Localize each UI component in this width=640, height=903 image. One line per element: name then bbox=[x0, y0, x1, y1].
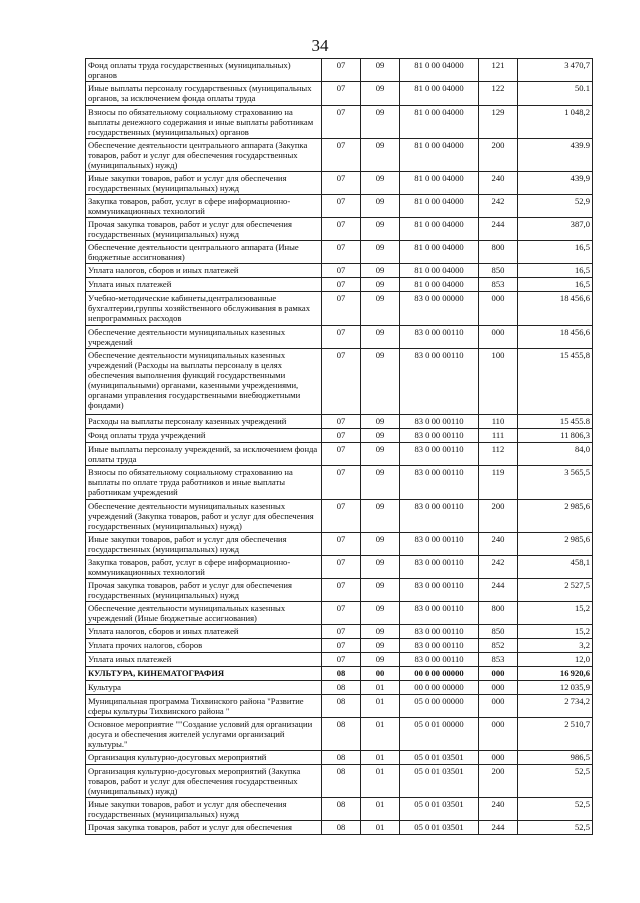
expense-type-cell: 100 bbox=[479, 349, 518, 415]
table-row bbox=[86, 695, 593, 718]
section-code-cell: 07 bbox=[322, 349, 361, 415]
expense-type-cell: 800 bbox=[479, 602, 518, 625]
target-article-cell: 83 0 00 00110 bbox=[400, 443, 479, 466]
section-code-cell: 07 bbox=[322, 625, 361, 639]
expense-type-cell: 800 bbox=[479, 241, 518, 264]
section-code-cell: 07 bbox=[322, 241, 361, 264]
subsection-code-cell: 01 bbox=[361, 718, 400, 751]
table-row bbox=[86, 349, 593, 415]
expense-type-cell: 244 bbox=[479, 579, 518, 602]
expense-type-cell: 000 bbox=[479, 667, 518, 681]
expense-type-cell: 244 bbox=[479, 218, 518, 241]
section-code-cell: 07 bbox=[322, 106, 361, 139]
table-row bbox=[86, 82, 593, 106]
row-name-cell: Уплата налогов, сборов и иных платежей bbox=[86, 264, 322, 278]
expense-type-cell: 853 bbox=[479, 653, 518, 667]
section-code-cell: 07 bbox=[322, 443, 361, 466]
amount-cell: 2 985,6 bbox=[518, 500, 593, 533]
section-code-cell: 08 bbox=[322, 798, 361, 821]
row-name-cell: Обеспечение деятельности муниципальных казенных учреждений (Расходы на выплаты персоналу в целях обеспечения выполнения функций государственными (муниципальными) органами, казенными учреждениями, органами управления государственными внебюджетными фондами) bbox=[86, 349, 322, 415]
table-row bbox=[86, 218, 593, 241]
table-row bbox=[86, 326, 593, 349]
table-row bbox=[86, 415, 593, 429]
subsection-code-cell: 01 bbox=[361, 751, 400, 765]
expense-type-cell: 000 bbox=[479, 326, 518, 349]
expense-type-cell: 111 bbox=[479, 429, 518, 443]
expense-type-cell: 129 bbox=[479, 106, 518, 139]
table-row bbox=[86, 667, 593, 681]
target-article-cell: 83 0 00 00110 bbox=[400, 415, 479, 429]
row-name-cell: Уплата иных платежей bbox=[86, 653, 322, 667]
subsection-code-cell: 09 bbox=[361, 172, 400, 195]
target-article-cell: 81 0 00 04000 bbox=[400, 278, 479, 292]
table-row bbox=[86, 264, 593, 278]
table-row bbox=[86, 798, 593, 821]
subsection-code-cell: 09 bbox=[361, 241, 400, 264]
amount-cell: 18 456,6 bbox=[518, 292, 593, 326]
section-code-cell: 07 bbox=[322, 195, 361, 218]
subsection-code-cell: 09 bbox=[361, 82, 400, 106]
amount-cell: 458,1 bbox=[518, 556, 593, 579]
expense-type-cell: 244 bbox=[479, 821, 518, 835]
subsection-code-cell: 09 bbox=[361, 579, 400, 602]
amount-cell: 15 455.8 bbox=[518, 415, 593, 429]
section-code-cell: 08 bbox=[322, 765, 361, 798]
subsection-code-cell: 09 bbox=[361, 466, 400, 500]
section-code-cell: 07 bbox=[322, 59, 361, 82]
budget-table bbox=[85, 58, 593, 835]
target-article-cell: 81 0 00 04000 bbox=[400, 264, 479, 278]
subsection-code-cell: 09 bbox=[361, 195, 400, 218]
section-code-cell: 08 bbox=[322, 667, 361, 681]
section-code-cell: 07 bbox=[322, 579, 361, 602]
target-article-cell: 05 0 00 00000 bbox=[400, 695, 479, 718]
amount-cell: 52,9 bbox=[518, 195, 593, 218]
section-code-cell: 07 bbox=[322, 218, 361, 241]
target-article-cell: 81 0 00 04000 bbox=[400, 139, 479, 172]
expense-type-cell: 850 bbox=[479, 625, 518, 639]
subsection-code-cell: 09 bbox=[361, 139, 400, 172]
subsection-code-cell: 09 bbox=[361, 533, 400, 556]
target-article-cell: 81 0 00 04000 bbox=[400, 59, 479, 82]
section-code-cell: 07 bbox=[322, 278, 361, 292]
table-row bbox=[86, 602, 593, 625]
subsection-code-cell: 09 bbox=[361, 292, 400, 326]
target-article-cell: 81 0 00 04000 bbox=[400, 106, 479, 139]
table-row bbox=[86, 681, 593, 695]
row-name-cell: Иные выплаты персоналу государственных (муниципальных органов, за исключением фонда оплаты труда bbox=[86, 82, 322, 106]
section-code-cell: 08 bbox=[322, 718, 361, 751]
amount-cell: 16,5 bbox=[518, 241, 593, 264]
target-article-cell: 00 0 00 00000 bbox=[400, 681, 479, 695]
row-name-cell: КУЛЬТУРА, КИНЕМАТОГРАФИЯ bbox=[86, 667, 322, 681]
section-code-cell: 07 bbox=[322, 500, 361, 533]
amount-cell: 52,5 bbox=[518, 798, 593, 821]
amount-cell: 2 985,6 bbox=[518, 533, 593, 556]
subsection-code-cell: 09 bbox=[361, 625, 400, 639]
amount-cell: 2 510,7 bbox=[518, 718, 593, 751]
row-name-cell: Фонд оплаты труда учреждений bbox=[86, 429, 322, 443]
table-row bbox=[86, 556, 593, 579]
section-code-cell: 07 bbox=[322, 556, 361, 579]
target-article-cell: 05 0 01 03501 bbox=[400, 765, 479, 798]
amount-cell: 11 806,3 bbox=[518, 429, 593, 443]
table-row bbox=[86, 429, 593, 443]
target-article-cell: 83 0 00 00110 bbox=[400, 653, 479, 667]
amount-cell: 12,0 bbox=[518, 653, 593, 667]
section-code-cell: 07 bbox=[322, 429, 361, 443]
table-row bbox=[86, 195, 593, 218]
row-name-cell: Обеспечение деятельности центрального аппарата (Закупка товаров, работ и услуг для обеспечения государственных (муниципальных) нужд) bbox=[86, 139, 322, 172]
amount-cell: 3,2 bbox=[518, 639, 593, 653]
table-row bbox=[86, 579, 593, 602]
page-number: 34 bbox=[311, 36, 329, 55]
section-code-cell: 07 bbox=[322, 82, 361, 106]
row-name-cell: Основное мероприятие ""Создание условий для организации досуга и обеспечения жителей услугами организаций культуры." bbox=[86, 718, 322, 751]
amount-cell: 439,9 bbox=[518, 172, 593, 195]
table-row bbox=[86, 241, 593, 264]
target-article-cell: 81 0 00 04000 bbox=[400, 218, 479, 241]
amount-cell: 15,2 bbox=[518, 625, 593, 639]
row-name-cell: Культура bbox=[86, 681, 322, 695]
target-article-cell: 05 0 01 03501 bbox=[400, 821, 479, 835]
row-name-cell: Взносы по обязательному социальному страхованию на выплаты по оплате труда работников и иные выплаты работникам учреждений bbox=[86, 466, 322, 500]
row-name-cell: Муниципальная программа Тихвинского района "Развитие сферы культуры Тихвинского района " bbox=[86, 695, 322, 718]
target-article-cell: 81 0 00 04000 bbox=[400, 82, 479, 106]
section-code-cell: 07 bbox=[322, 172, 361, 195]
table-row bbox=[86, 821, 593, 835]
table-row bbox=[86, 172, 593, 195]
expense-type-cell: 852 bbox=[479, 639, 518, 653]
section-code-cell: 07 bbox=[322, 139, 361, 172]
section-code-cell: 07 bbox=[322, 533, 361, 556]
section-code-cell: 07 bbox=[322, 653, 361, 667]
amount-cell: 15 455,8 bbox=[518, 349, 593, 415]
table-body bbox=[86, 59, 593, 835]
expense-type-cell: 000 bbox=[479, 681, 518, 695]
section-code-cell: 08 bbox=[322, 751, 361, 765]
expense-type-cell: 850 bbox=[479, 264, 518, 278]
section-code-cell: 07 bbox=[322, 602, 361, 625]
row-name-cell: Иные закупки товаров, работ и услуг для обеспечения государственных (муниципальных) нужд bbox=[86, 533, 322, 556]
target-article-cell: 83 0 00 00110 bbox=[400, 429, 479, 443]
section-code-cell: 07 bbox=[322, 466, 361, 500]
amount-cell: 52,5 bbox=[518, 821, 593, 835]
row-name-cell: Обеспечение деятельности муниципальных казенных учреждений bbox=[86, 326, 322, 349]
expense-type-cell: 000 bbox=[479, 292, 518, 326]
section-code-cell: 07 bbox=[322, 292, 361, 326]
target-article-cell: 83 0 00 00110 bbox=[400, 466, 479, 500]
subsection-code-cell: 09 bbox=[361, 59, 400, 82]
table-row bbox=[86, 292, 593, 326]
expense-type-cell: 200 bbox=[479, 139, 518, 172]
amount-cell: 3 470,7 bbox=[518, 59, 593, 82]
expense-type-cell: 200 bbox=[479, 765, 518, 798]
target-article-cell: 83 0 00 00110 bbox=[400, 579, 479, 602]
row-name-cell: Взносы по обязательному социальному страхованию на выплаты денежного содержания и иные выплаты работникам государственных (муниципальных) органов bbox=[86, 106, 322, 139]
amount-cell: 84,0 bbox=[518, 443, 593, 466]
target-article-cell: 05 0 01 03501 bbox=[400, 798, 479, 821]
expense-type-cell: 112 bbox=[479, 443, 518, 466]
amount-cell: 3 565,5 bbox=[518, 466, 593, 500]
table-row bbox=[86, 625, 593, 639]
subsection-code-cell: 09 bbox=[361, 264, 400, 278]
expense-type-cell: 110 bbox=[479, 415, 518, 429]
target-article-cell: 83 0 00 00110 bbox=[400, 500, 479, 533]
table-row bbox=[86, 106, 593, 139]
expense-type-cell: 000 bbox=[479, 718, 518, 751]
row-name-cell: Уплата налогов, сборов и иных платежей bbox=[86, 625, 322, 639]
subsection-code-cell: 09 bbox=[361, 106, 400, 139]
table-row bbox=[86, 653, 593, 667]
subsection-code-cell: 01 bbox=[361, 695, 400, 718]
row-name-cell: Закупка товаров, работ, услуг в сфере информационно-коммуникационных технологий bbox=[86, 195, 322, 218]
subsection-code-cell: 09 bbox=[361, 556, 400, 579]
subsection-code-cell: 09 bbox=[361, 218, 400, 241]
target-article-cell: 83 0 00 00110 bbox=[400, 602, 479, 625]
table-row bbox=[86, 639, 593, 653]
amount-cell: 16 920,6 bbox=[518, 667, 593, 681]
subsection-code-cell: 09 bbox=[361, 415, 400, 429]
expense-type-cell: 119 bbox=[479, 466, 518, 500]
expense-type-cell: 240 bbox=[479, 533, 518, 556]
row-name-cell: Обеспечение деятельности муниципальных казенных учреждений (Закупка товаров, работ и услуг для обеспечения государственных (муниципальных) нужд) bbox=[86, 500, 322, 533]
target-article-cell: 81 0 00 04000 bbox=[400, 241, 479, 264]
row-name-cell: Организация культурно-досуговых мероприятий (Закупка товаров, работ и услуг для обеспечения государственных (муниципальных) нужд) bbox=[86, 765, 322, 798]
table-row bbox=[86, 751, 593, 765]
amount-cell: 439.9 bbox=[518, 139, 593, 172]
target-article-cell: 83 0 00 00110 bbox=[400, 625, 479, 639]
table-row bbox=[86, 443, 593, 466]
expense-type-cell: 242 bbox=[479, 195, 518, 218]
subsection-code-cell: 00 bbox=[361, 667, 400, 681]
target-article-cell: 05 0 01 00000 bbox=[400, 718, 479, 751]
section-code-cell: 08 bbox=[322, 821, 361, 835]
section-code-cell: 08 bbox=[322, 681, 361, 695]
row-name-cell: Уплата прочих налогов, сборов bbox=[86, 639, 322, 653]
expense-type-cell: 121 bbox=[479, 59, 518, 82]
amount-cell: 15,2 bbox=[518, 602, 593, 625]
row-name-cell: Прочая закупка товаров, работ и услуг для обеспечения государственных (муниципальных) нужд bbox=[86, 218, 322, 241]
target-article-cell: 81 0 00 04000 bbox=[400, 172, 479, 195]
row-name-cell: Прочая закупка товаров, работ и услуг для обеспечения bbox=[86, 821, 322, 835]
amount-cell: 16,5 bbox=[518, 278, 593, 292]
target-article-cell: 83 0 00 00110 bbox=[400, 533, 479, 556]
target-article-cell: 83 0 00 00000 bbox=[400, 292, 479, 326]
table-row bbox=[86, 533, 593, 556]
row-name-cell: Иные закупки товаров, работ и услуг для обеспечения государственных (муниципальных) нужд bbox=[86, 798, 322, 821]
subsection-code-cell: 01 bbox=[361, 681, 400, 695]
expense-type-cell: 240 bbox=[479, 798, 518, 821]
subsection-code-cell: 01 bbox=[361, 821, 400, 835]
row-name-cell: Прочая закупка товаров, работ и услуг для обеспечения государственных (муниципальных) нужд bbox=[86, 579, 322, 602]
table-row bbox=[86, 765, 593, 798]
table-row bbox=[86, 466, 593, 500]
row-name-cell: Учебно-методические кабинеты,централизованные бухгалтерии,группы хозяйственного обслуживания в рамках непрограммных расходов bbox=[86, 292, 322, 326]
amount-cell: 2 734,2 bbox=[518, 695, 593, 718]
target-article-cell: 83 0 00 00110 bbox=[400, 556, 479, 579]
amount-cell: 16,5 bbox=[518, 264, 593, 278]
target-article-cell: 81 0 00 04000 bbox=[400, 195, 479, 218]
expense-type-cell: 000 bbox=[479, 695, 518, 718]
expense-type-cell: 122 bbox=[479, 82, 518, 106]
amount-cell: 2 527,5 bbox=[518, 579, 593, 602]
row-name-cell: Обеспечение деятельности муниципальных казенных учреждений (Иные бюджетные ассигнования) bbox=[86, 602, 322, 625]
table-row bbox=[86, 718, 593, 751]
table-row bbox=[86, 59, 593, 82]
subsection-code-cell: 09 bbox=[361, 500, 400, 533]
table-row bbox=[86, 500, 593, 533]
amount-cell: 52,5 bbox=[518, 765, 593, 798]
row-name-cell: Расходы на выплаты персоналу казенных учреждений bbox=[86, 415, 322, 429]
subsection-code-cell: 09 bbox=[361, 639, 400, 653]
target-article-cell: 83 0 00 00110 bbox=[400, 349, 479, 415]
section-code-cell: 07 bbox=[322, 264, 361, 278]
row-name-cell: Закупка товаров, работ, услуг в сфере информационно-коммуникационных технологий bbox=[86, 556, 322, 579]
row-name-cell: Обеспечение деятельности центрального аппарата (Иные бюджетные ассигнования) bbox=[86, 241, 322, 264]
section-code-cell: 07 bbox=[322, 639, 361, 653]
expense-type-cell: 000 bbox=[479, 751, 518, 765]
target-article-cell: 00 0 00 00000 bbox=[400, 667, 479, 681]
table-row bbox=[86, 278, 593, 292]
row-name-cell: Фонд оплаты труда государственных (муниципальных) органов bbox=[86, 59, 322, 82]
section-code-cell: 08 bbox=[322, 695, 361, 718]
subsection-code-cell: 09 bbox=[361, 443, 400, 466]
subsection-code-cell: 09 bbox=[361, 602, 400, 625]
expense-type-cell: 853 bbox=[479, 278, 518, 292]
row-name-cell: Организация культурно-досуговых мероприятий bbox=[86, 751, 322, 765]
target-article-cell: 83 0 00 00110 bbox=[400, 326, 479, 349]
subsection-code-cell: 01 bbox=[361, 798, 400, 821]
amount-cell: 1 048,2 bbox=[518, 106, 593, 139]
amount-cell: 50.1 bbox=[518, 82, 593, 106]
amount-cell: 18 456,6 bbox=[518, 326, 593, 349]
subsection-code-cell: 09 bbox=[361, 326, 400, 349]
target-article-cell: 05 0 01 03501 bbox=[400, 751, 479, 765]
row-name-cell: Иные выплаты персоналу учреждений, за исключением фонда оплаты труда bbox=[86, 443, 322, 466]
subsection-code-cell: 09 bbox=[361, 278, 400, 292]
amount-cell: 986,5 bbox=[518, 751, 593, 765]
section-code-cell: 07 bbox=[322, 415, 361, 429]
expense-type-cell: 242 bbox=[479, 556, 518, 579]
table-row bbox=[86, 139, 593, 172]
expense-type-cell: 200 bbox=[479, 500, 518, 533]
amount-cell: 12 035,9 bbox=[518, 681, 593, 695]
row-name-cell: Иные закупки товаров, работ и услуг для обеспечения государственных (муниципальных) нужд bbox=[86, 172, 322, 195]
subsection-code-cell: 01 bbox=[361, 765, 400, 798]
section-code-cell: 07 bbox=[322, 326, 361, 349]
subsection-code-cell: 09 bbox=[361, 429, 400, 443]
subsection-code-cell: 09 bbox=[361, 349, 400, 415]
row-name-cell: Уплата иных платежей bbox=[86, 278, 322, 292]
target-article-cell: 83 0 00 00110 bbox=[400, 639, 479, 653]
subsection-code-cell: 09 bbox=[361, 653, 400, 667]
expense-type-cell: 240 bbox=[479, 172, 518, 195]
amount-cell: 387,0 bbox=[518, 218, 593, 241]
